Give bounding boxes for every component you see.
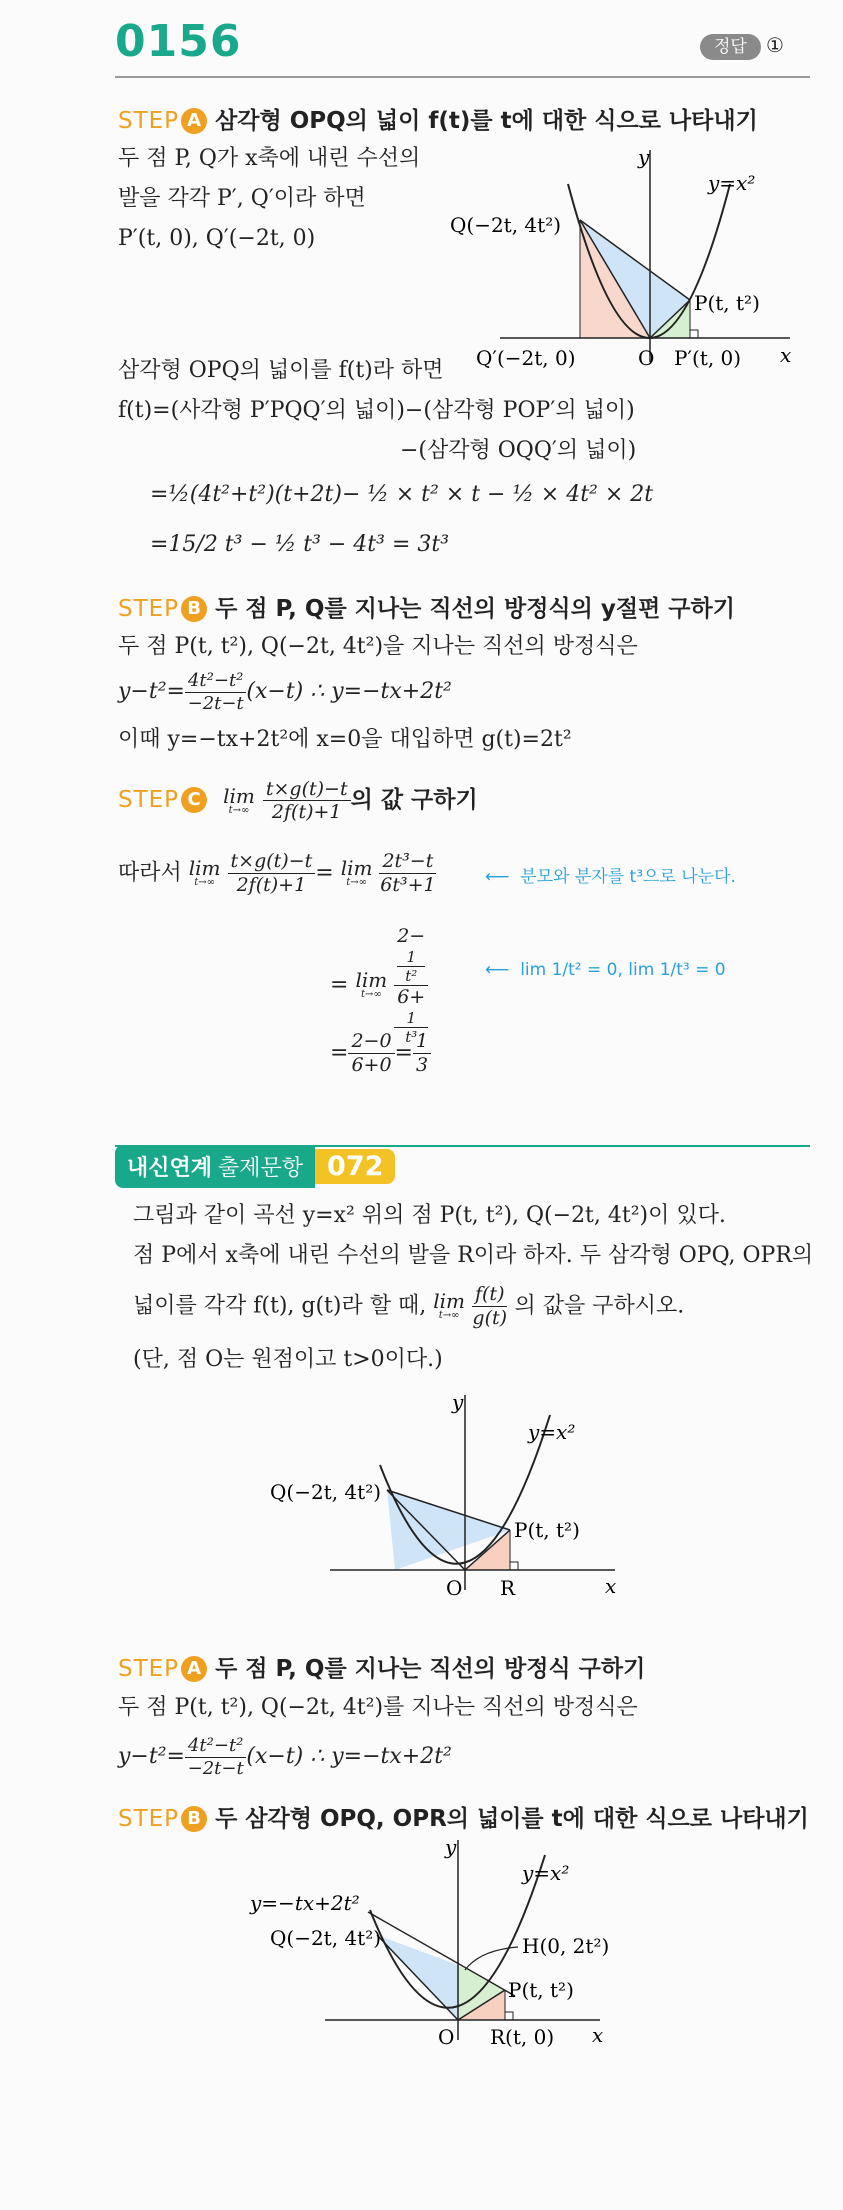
naesin-step-b-heading (118, 1800, 809, 1833)
curve-label: y=x² (708, 171, 756, 195)
point-q-label: Q(−2t, 4t²) (450, 213, 562, 237)
step-a-graph (450, 140, 800, 370)
sub-a-numerator: 1 (397, 948, 425, 967)
point-q-label: Q(−2t, 4t²) (270, 1480, 382, 1504)
ratio-fraction (472, 1283, 508, 1330)
result-denominator: 6+0 (351, 1053, 392, 1076)
lim-subscript: t→∞ (194, 877, 216, 889)
curve-label: y=x² (528, 1420, 576, 1444)
result-numerator: 2−0 (348, 1030, 394, 1054)
big-numerator (394, 925, 428, 986)
eq-right: (x−t) ∴ y=−tx+2t² (246, 1744, 452, 1770)
slope-denominator: −2t−t (187, 1757, 244, 1779)
step-letter: B (181, 1806, 207, 1832)
step-letter: A (181, 108, 207, 134)
step-a-eq1: =½(4t²+t²)(t+2t)− ½ × t² × t − ½ × 4t² × 2t (150, 482, 654, 507)
rhs-numerator: 2t³−t (379, 850, 436, 874)
naesin-step-a-title: 두 점 P, Q를 지나는 직선의 방정식 구하기 (215, 1656, 646, 1682)
note-divide: ⟵ 분모와 분자를 t³으로 나눈다. (485, 867, 736, 887)
point-p-label: P(t, t²) (694, 291, 760, 315)
answer-area (700, 32, 784, 57)
lim-text: lim (188, 856, 221, 881)
lim-text: lim (340, 856, 373, 881)
step-a-line2: 발을 각각 P′, Q′이라 하면 (118, 186, 366, 211)
step-a-heading (118, 102, 758, 135)
step-b-line2: 이때 y=−tx+2t²에 x=0을 대입하면 g(t)=2t² (118, 727, 572, 752)
step-tag: STEP (118, 108, 180, 134)
step-b-title: 두 점 P, Q를 지나는 직선의 방정식의 y절편 구하기 (215, 596, 735, 622)
step-a-line6: −(삼각형 OQQ′의 넓이) (400, 438, 637, 463)
lhs-denominator: 2f(t)+1 (236, 873, 307, 896)
origin-label: O (638, 346, 655, 370)
note-limit-text: lim 1/t² = 0, lim 1/t³ = 0 (520, 960, 726, 980)
step-c-line1: 따라서 lim t→∞ $\frac{t\times g(t)-t}{2f(t)+1}$ = lim t→∞ $\frac{\text{2t³−t}}{\text{6t³+1}}$ (118, 850, 436, 896)
step-c-line3: = $\frac{2-0}{6+0}$ = $\frac{1}{3}$ (330, 1030, 431, 1077)
right-angle-mark (510, 1562, 518, 1570)
lim-text: lim (433, 1289, 465, 1314)
curve-label: y=x² (522, 1861, 570, 1885)
title-denominator: 2f(t)+1 (271, 801, 342, 823)
right-angle-mark (690, 330, 698, 338)
naesin-step-a-line1: 두 점 P(t, t²), Q(−2t, 4t²)를 지나는 직선의 방정식은 (118, 1695, 638, 1720)
lim-text: lim (223, 783, 255, 808)
rhs-fraction (379, 850, 436, 897)
naesin-q4: (단, 점 O는 원점이고 t>0이다.) (133, 1347, 443, 1372)
point-p-label: P(t, t²) (508, 1978, 574, 2002)
naesin-q2: 점 P에서 x축에 내린 수선의 발을 R이라 하자. 두 삼각형 OPQ, OPR의 (133, 1243, 814, 1268)
naesin-graph (270, 1385, 630, 1620)
big-denominator-text: 6+ (397, 985, 426, 1008)
naesin-label-bold: 내신연계 (127, 1156, 213, 1181)
eq-left: y−t²= (118, 679, 185, 705)
step-tag: STEP (118, 596, 180, 622)
slope-fraction (185, 670, 246, 714)
naesin-q3-b: 의 값을 구하시오. (514, 1293, 685, 1319)
limit-symbol (341, 858, 373, 888)
h-pointer (465, 1947, 518, 1970)
x-axis-label: x (605, 1574, 617, 1598)
limit-symbol (355, 970, 387, 1000)
naesin-q3-a: 넓이를 각각 f(t), g(t)라 할 때, (133, 1293, 427, 1319)
naesin-label-rest: 출제문항 (218, 1156, 304, 1181)
step-a-line1: 두 점 P, Q가 x축에 내린 수선의 (118, 146, 421, 171)
final-denominator: 3 (415, 1053, 429, 1076)
naesin-number: 072 (315, 1149, 395, 1184)
origin-label: O (438, 2025, 455, 2049)
step-a-line5: f(t)=(사각형 P′PQQ′의 넓이)−(삼각형 POP′의 넓이) (118, 398, 635, 423)
step-letter: A (181, 1656, 207, 1682)
final-fraction (413, 1030, 431, 1077)
sub-fraction-a (397, 948, 425, 985)
rhs-denominator: 6t³+1 (380, 873, 436, 896)
y-axis-label: y (638, 145, 650, 169)
title-numerator: t×g(t)−t (263, 778, 351, 801)
step-tag: STEP (118, 787, 180, 813)
naesin-step-b-title: 두 삼각형 OPQ, OPR의 넓이를 t에 대한 식으로 나타내기 (215, 1806, 809, 1832)
naesin-step-a-heading (118, 1650, 645, 1683)
step-c-heading (118, 778, 478, 823)
slope-numerator: 4t²−t² (185, 670, 246, 693)
problem-number: 0156 (115, 16, 242, 67)
line-label: y=−tx+2t² (250, 1891, 360, 1915)
final-numerator: 1 (413, 1030, 431, 1054)
step-b-heading (118, 590, 735, 623)
step-tag: STEP (118, 1806, 180, 1832)
lim-subscript: t→∞ (346, 877, 367, 889)
right-angle-mark (505, 2012, 513, 2020)
step-b-equation (118, 670, 452, 714)
limit-symbol (223, 783, 255, 816)
x-axis-label: x (592, 2023, 604, 2047)
lhs-numerator: t×g(t)−t (228, 850, 316, 874)
point-r-label: R(t, 0) (490, 2025, 555, 2049)
step-a-title: 삼각형 OPQ의 넓이 f(t)를 t에 대한 식으로 나타내기 (215, 108, 758, 134)
lim-subscript: t→∞ (438, 1310, 460, 1322)
point-p-foot-label: P′(t, 0) (674, 346, 742, 370)
naesin-q3 (133, 1283, 684, 1330)
limit-symbol (189, 858, 221, 888)
eq-left: y−t²= (118, 1744, 185, 1770)
y-axis-label: y (445, 1835, 457, 1859)
naesin-step-b-graph (240, 1830, 680, 2070)
big-fraction (394, 925, 428, 1046)
conclusion-prefix: 따라서 (118, 860, 182, 886)
step-tag: STEP (118, 1656, 180, 1682)
naesin-q1: 그림과 같이 곡선 y=x² 위의 점 P(t, t²), Q(−2t, 4t²)이 있다. (133, 1203, 726, 1228)
step-a-line4: 삼각형 OPQ의 넓이를 f(t)라 하면 (118, 358, 444, 383)
point-q-label: Q(−2t, 4t²) (270, 1926, 382, 1950)
naesin-step-a-equation (118, 1735, 452, 1779)
answer-value: ① (765, 33, 784, 57)
step-letter: C (181, 787, 207, 813)
step-c-line2: = lim t→∞ 2− 1 t² 6+ 1 t³ (330, 925, 428, 1046)
step-a-eq2: =15/2 t³ − ½ t³ − 4t³ = 3t³ (150, 532, 450, 557)
slope-fraction (185, 1735, 246, 1779)
limit-symbol (433, 1291, 465, 1321)
eq-right: (x−t) ∴ y=−tx+2t² (246, 679, 452, 705)
x-axis-label: x (780, 343, 792, 367)
step-a-line3: P′(t, 0), Q′(−2t, 0) (118, 226, 316, 251)
step-c-title-tail: 의 값 구하기 (350, 787, 478, 813)
lim-subscript: t→∞ (228, 804, 250, 816)
point-r-label: R (500, 1576, 516, 1600)
lim-subscript: t→∞ (360, 989, 382, 1001)
naesin-header (115, 1145, 395, 1188)
big-numerator-text: 2− (397, 925, 426, 947)
point-q-foot-label: Q′(−2t, 0) (476, 346, 576, 370)
answer-badge: 정답 (700, 34, 761, 60)
note-divide-text: 분모와 분자를 t³으로 나눈다. (520, 867, 736, 887)
point-p-label: P(t, t²) (514, 1518, 580, 1542)
header-rule (115, 76, 810, 78)
slope-numerator: 4t²−t² (185, 1735, 246, 1758)
lhs-fraction (228, 850, 316, 897)
step-b-line1: 두 점 P(t, t²), Q(−2t, 4t²)을 지나는 직선의 방정식은 (118, 634, 638, 659)
sub-b-denominator: t³ (405, 1027, 418, 1046)
ratio-denominator: g(t) (472, 1306, 508, 1329)
origin-label: O (446, 1576, 463, 1600)
ratio-numerator: f(t) (472, 1283, 508, 1307)
note-limit: ⟵ lim 1/t² = 0, lim 1/t³ = 0 (485, 960, 726, 980)
step-letter: B (181, 596, 207, 622)
slope-denominator: −2t−t (187, 692, 244, 714)
sub-a-denominator: t² (405, 966, 418, 985)
title-fraction (263, 778, 351, 823)
lim-text: lim (355, 968, 388, 993)
y-axis-label: y (452, 1390, 464, 1414)
result-fraction (348, 1030, 394, 1077)
point-h-label: H(0, 2t²) (522, 1934, 610, 1958)
sub-b-numerator: 1 (394, 1009, 428, 1028)
naesin-label (115, 1145, 315, 1188)
